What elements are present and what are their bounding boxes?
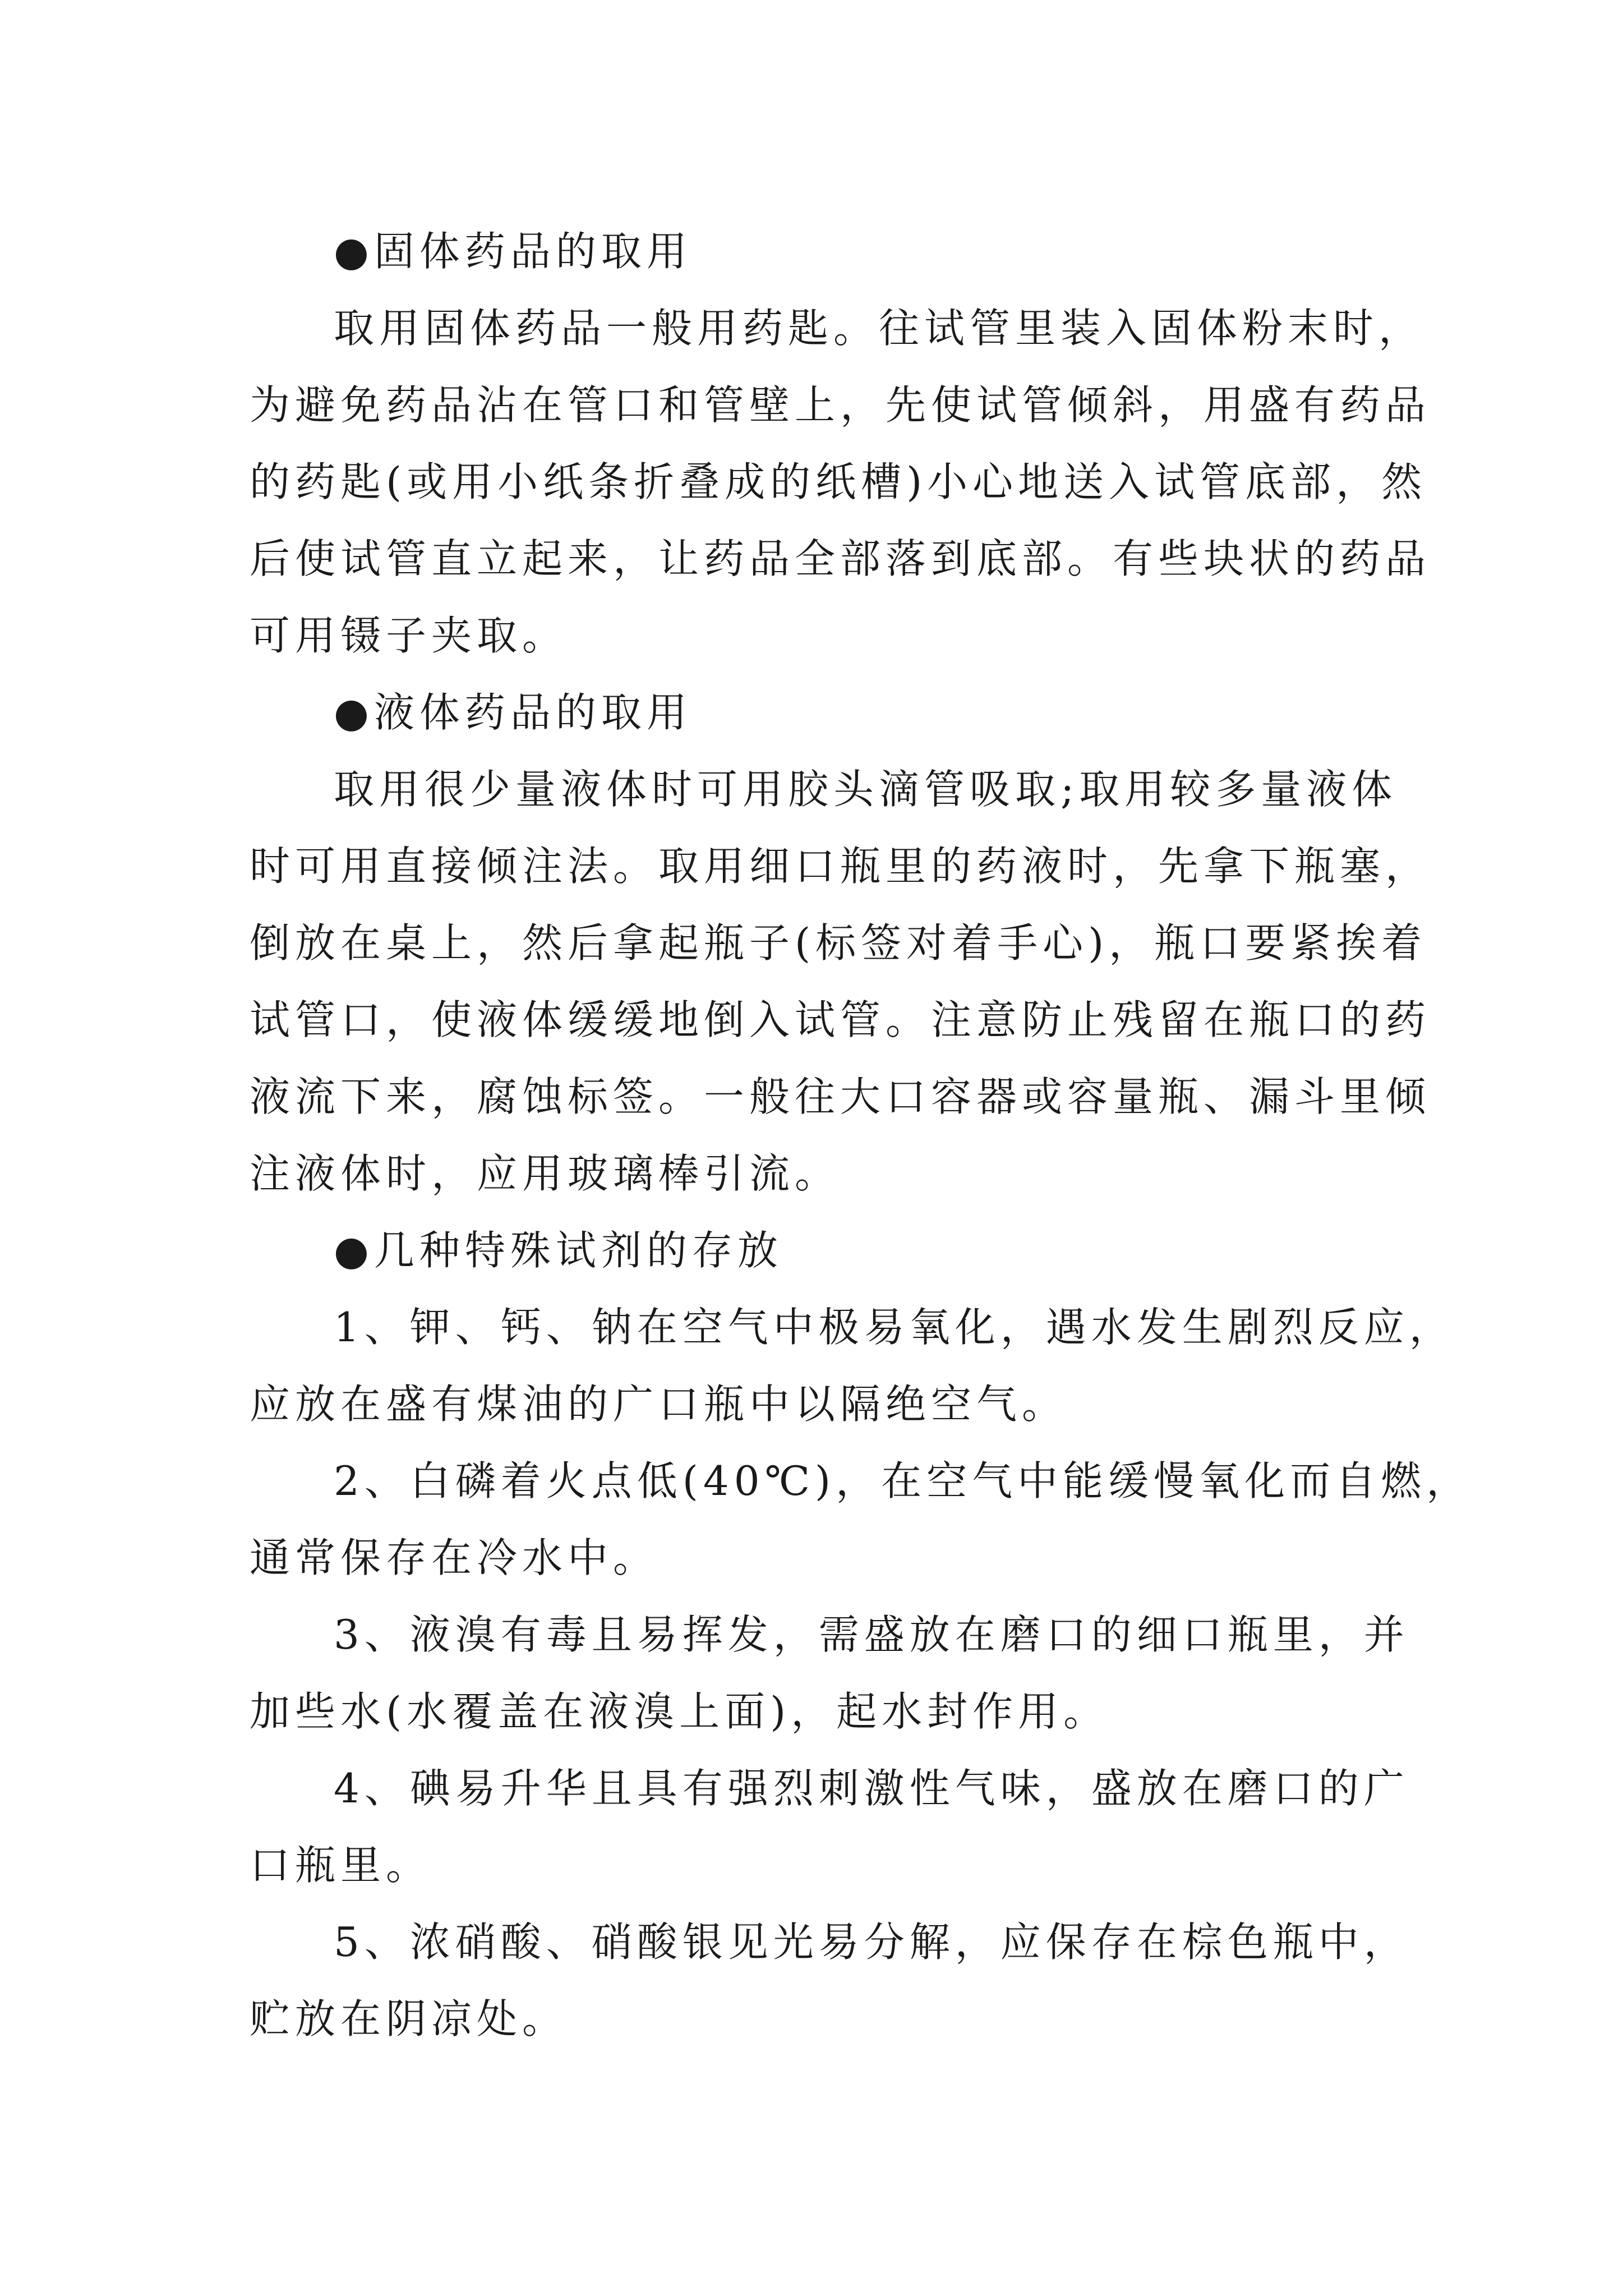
paragraph-line: 的药匙(或用小纸条折叠成的纸槽)小心地送入试管底部，然 — [250, 458, 1427, 505]
heading-solid-reagents: ●固体药品的取用 — [334, 228, 692, 275]
paragraph-line: 取用很少量液体时可用胶头滴管吸取;取用较多量液体 — [334, 766, 1398, 813]
paragraph-line: 倒放在桌上，然后拿起瓶子(标签对着手心)，瓶口要紧挨着 — [250, 919, 1427, 967]
document-body — [250, 213, 1472, 2058]
list-item-1-cont: 应放在盛有煤油的广口瓶中以隔绝空气。 — [250, 1381, 1068, 1428]
paragraph-line: 后使试管直立起来，让药品全部落到底部。有些块状的药品 — [250, 535, 1431, 582]
list-item-1: 1、钾、钙、钠在空气中极易氧化，遇水发生剧烈反应， — [334, 1304, 1455, 1351]
paragraph-line: 试管口，使液体缓缓地倒入试管。注意防止残留在瓶口的药 — [250, 996, 1431, 1043]
list-item-2-cont: 通常保存在冷水中。 — [250, 1534, 659, 1581]
heading-liquid-reagents: ●液体药品的取用 — [334, 689, 692, 736]
list-item-4-cont: 口瓶里。 — [250, 1842, 432, 1889]
paragraph-line: 取用固体药品一般用药匙。往试管里装入固体粉末时， — [334, 305, 1424, 352]
list-item-3-cont: 加些水(水覆盖在液溴上面)，起水封作用。 — [250, 1688, 1109, 1735]
paragraph-line: 时可用直接倾注法。取用细口瓶里的药液时，先拿下瓶塞， — [250, 843, 1431, 890]
list-item-3: 3、液溴有毒且易挥发，需盛放在磨口的细口瓶里，并 — [334, 1611, 1409, 1658]
paragraph-line: 注液体时，应用玻璃棒引流。 — [250, 1150, 841, 1197]
list-item-4: 4、碘易升华且具有强烈刺激性气味，盛放在磨口的广 — [334, 1765, 1409, 1812]
list-item-2: 2、白磷着火点低(40℃)，在空气中能缓慢氧化而自燃， — [334, 1457, 1472, 1504]
list-item-5-cont: 贮放在阴凉处。 — [250, 1995, 568, 2042]
heading-special-storage: ●几种特殊试剂的存放 — [334, 1227, 783, 1274]
paragraph-line: 为避免药品沾在管口和管壁上，先使试管倾斜，用盛有药品 — [250, 381, 1431, 429]
paragraph-line: 液流下来，腐蚀标签。一般往大口容器或容量瓶、漏斗里倾 — [250, 1073, 1431, 1120]
paragraph-line: 可用镊子夹取。 — [250, 612, 568, 659]
list-item-5: 5、浓硝酸、硝酸银见光易分解，应保存在棕色瓶中， — [334, 1918, 1409, 1966]
